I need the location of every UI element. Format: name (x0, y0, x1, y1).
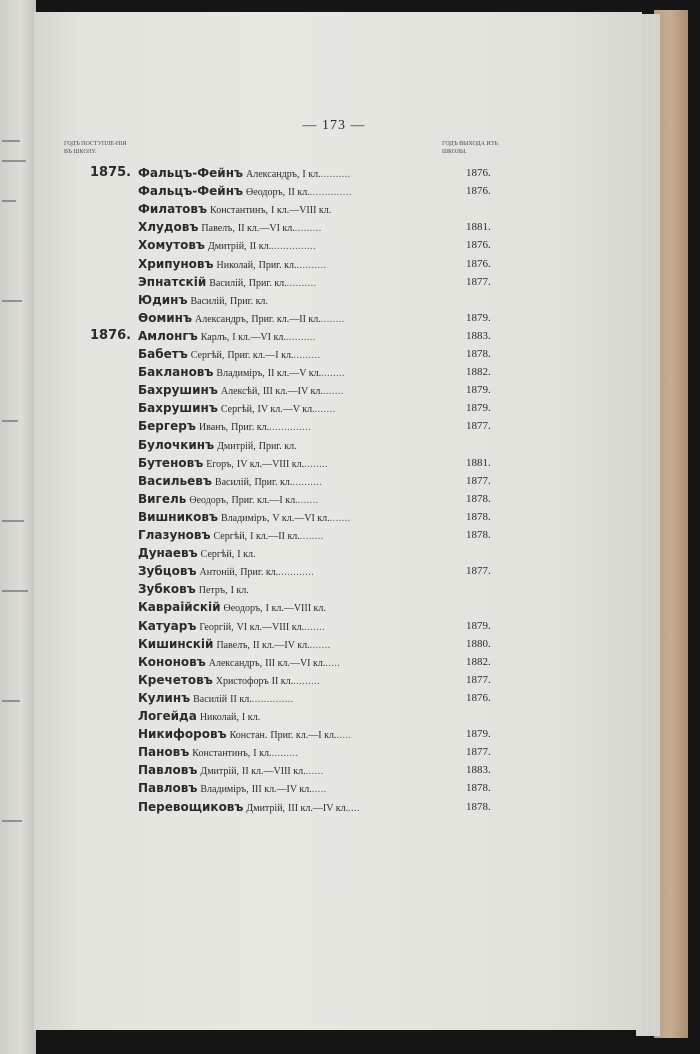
student-given-name: Дмитрій, (217, 440, 256, 452)
list-item (34, 273, 634, 291)
student-given-name: Василій, (209, 277, 246, 289)
student-name-line (138, 598, 326, 618)
exit-year: 1877. (466, 275, 491, 288)
list-item (34, 725, 634, 743)
student-surname: Глазуновъ (138, 528, 211, 542)
student-given-name: Павелъ, (201, 223, 235, 235)
student-given-name: Антоній, (199, 567, 238, 579)
leader-dots: ........ (321, 368, 346, 380)
exit-year: 1879. (466, 619, 491, 632)
student-classes: II кл.—IV кл. (252, 639, 310, 651)
list-item (34, 779, 634, 797)
student-given-name: Павелъ, (216, 639, 250, 651)
student-given-name: Өеодоръ, (189, 494, 229, 506)
student-given-name: Христофоръ (215, 675, 269, 687)
exit-year: 1878. (466, 782, 491, 795)
list-item (34, 761, 634, 779)
list-item (34, 635, 634, 653)
student-given-name: Владиміръ, (221, 512, 270, 524)
ghost-text (2, 160, 26, 162)
exit-year: 1878. (466, 529, 491, 541)
student-given-name: Петръ, (198, 585, 228, 597)
leader-dots: ..... (336, 730, 352, 742)
student-surname: Зубцовъ (138, 564, 197, 579)
list-item (34, 436, 634, 454)
leader-dots: ............ (278, 567, 315, 579)
leader-dots: ....... (322, 386, 344, 398)
student-name-line (138, 526, 324, 546)
student-surname: Кречетовъ (138, 672, 213, 687)
list-item (34, 490, 634, 508)
list-item (34, 454, 634, 472)
student-name-line (138, 490, 319, 510)
student-surname: Бабетъ (138, 347, 188, 361)
list-item (34, 182, 634, 200)
page-number: — 173 — (302, 118, 366, 133)
student-given-name: Сергѣй, (213, 531, 248, 542)
student-classes: II кл.—V кл. (267, 368, 322, 380)
list-item (34, 544, 634, 562)
student-surname: Филатовъ (138, 202, 208, 217)
student-classes: Приг. кл. (258, 259, 297, 271)
student-name-line (138, 363, 345, 383)
student-classes: I кл. (241, 712, 261, 723)
student-surname: Хлудовъ (138, 220, 199, 235)
ghost-text (2, 520, 24, 522)
leader-dots: ...... (305, 766, 324, 778)
list-item (34, 526, 634, 544)
student-classes: Приг. кл. (258, 440, 297, 452)
student-surname: Хрипуновъ (138, 256, 214, 271)
student-classes: II кл. (249, 241, 272, 253)
student-surname: Зубковъ (138, 582, 196, 597)
exit-year: 1878. (466, 492, 491, 505)
student-given-name: Константинъ, (210, 205, 269, 217)
ghost-text (2, 420, 18, 422)
student-given-name: Сергѣй, (200, 549, 235, 561)
exit-year: 1879. (466, 384, 491, 397)
student-name-line (138, 182, 352, 202)
leader-dots: .......... (296, 259, 327, 271)
list-item (34, 200, 634, 218)
student-classes: II кл.—VIII кл. (242, 766, 306, 778)
student-classes: I кл.—VIII кл. (265, 603, 326, 615)
student-classes: II кл. (271, 675, 294, 687)
student-name-line (138, 291, 268, 311)
leader-dots: ....... (304, 621, 326, 633)
student-classes: II кл. (230, 693, 252, 705)
exit-year: 1878. (466, 510, 491, 523)
leader-dots: ..... (311, 784, 327, 796)
student-surname: Бахрушинъ (138, 383, 218, 398)
leader-dots: ............... (271, 241, 317, 253)
student-given-name: Дмитрій, (207, 241, 247, 253)
student-surname: Кавраійскій (138, 600, 221, 615)
column-header-exit-year: ГОДЪ ВЫХОДА ИЗЪ ШКОЛЫ. (442, 141, 498, 155)
list-item (34, 508, 634, 526)
student-name-line (138, 417, 311, 437)
student-name-line (138, 454, 328, 474)
student-classes: I кл.—II кл. (250, 531, 300, 542)
student-classes: Приг. кл.—I кл. (231, 494, 298, 506)
list-item (34, 236, 634, 254)
student-name-line (138, 381, 344, 401)
exit-year: 1876. (466, 167, 491, 179)
student-surname: Бутеновъ (138, 455, 204, 470)
student-classes: V кл.—VI кл. (272, 512, 330, 524)
student-classes: IV кл.—V кл. (257, 404, 315, 416)
leader-dots: ........ (304, 458, 329, 470)
student-name-line (138, 635, 331, 655)
student-surname: Булочкинъ (138, 437, 215, 452)
student-name-line (138, 472, 322, 492)
student-surname: Павловъ (138, 781, 198, 796)
student-classes: I кл. (230, 585, 249, 597)
student-name-line (138, 653, 340, 673)
leader-dots: .............. (251, 693, 294, 705)
student-surname: Фальцъ-Фейнъ (138, 166, 244, 180)
student-given-name: Өеодоръ, (223, 603, 263, 615)
student-name-line (138, 327, 316, 347)
student-name-line (138, 562, 314, 582)
column-header-entry-year: ГОДЪ ПОСТУПЛЕ-НІЯ ВЪ ШКОЛУ. (64, 141, 127, 155)
student-name-line (138, 779, 327, 799)
exit-year: 1877. (466, 565, 491, 578)
leader-dots: ......... (294, 223, 322, 235)
student-name-line (138, 671, 320, 691)
student-classes: III кл.—VI кл. (265, 657, 326, 669)
student-name-line (138, 399, 336, 419)
student-classes: IV кл.—VIII кл. (236, 458, 305, 470)
student-surname: Перевощиковъ (138, 799, 244, 814)
student-given-name: Георгій, (199, 621, 234, 633)
student-name-line (138, 436, 297, 456)
ghost-text (2, 590, 28, 592)
student-surname: Эпнатскій (138, 274, 207, 289)
leader-dots: ....... (309, 639, 331, 651)
list-item (34, 689, 634, 707)
leader-dots: ....... (314, 404, 336, 416)
exit-year: 1876. (466, 691, 491, 704)
student-classes: Приг. кл. (230, 295, 268, 307)
list-item (34, 363, 634, 381)
student-given-name: Василій (193, 693, 228, 705)
ghost-text (2, 820, 22, 822)
student-classes: Приг. кл. (254, 476, 293, 488)
student-given-name: Иванъ, (198, 422, 229, 434)
ghost-text (2, 700, 20, 702)
student-surname: Өоминъ (138, 310, 192, 325)
student-surname: Кононовъ (138, 654, 206, 669)
student-name-line (138, 544, 255, 564)
student-given-name: Василій, (190, 295, 228, 307)
list-item (34, 562, 634, 580)
exit-year: 1876. (466, 185, 491, 198)
exit-year: 1882. (466, 366, 491, 379)
student-classes: I кл.—VI кл. (232, 331, 286, 343)
student-given-name: Константинъ, (192, 748, 251, 760)
exit-year: 1881. (466, 221, 491, 234)
student-classes: I кл.—VIII кл. (271, 205, 332, 217)
student-surname: Бергеръ (138, 419, 196, 434)
student-given-name: Сергѣй, (220, 404, 255, 416)
leader-dots: ......... (293, 675, 321, 687)
student-given-name: Александръ, (194, 313, 249, 325)
exit-year: 1883. (466, 764, 491, 777)
student-classes: III кл.—IV кл. (251, 784, 312, 796)
leader-dots: ......... (293, 350, 321, 361)
exit-year: 1883. (466, 329, 491, 342)
list-item (34, 671, 634, 689)
student-classes: Приг. кл.—II кл. (251, 313, 321, 325)
student-surname: Баклановъ (138, 365, 214, 380)
student-name-line (138, 200, 331, 220)
student-name-line (138, 273, 317, 293)
ghost-text (2, 200, 16, 202)
student-name-line (138, 164, 351, 184)
student-given-name: Дмитрій, (246, 802, 286, 814)
student-surname: Амлонгъ (138, 328, 198, 343)
list-item (34, 327, 634, 345)
student-classes: I кл. (253, 748, 272, 760)
student-name-line (138, 236, 316, 256)
list-item (34, 309, 634, 327)
student-classes: Приг. кл.—I кл. (270, 730, 337, 742)
student-surname: Хомутовъ (138, 238, 205, 253)
left-page-edge (0, 0, 36, 1054)
student-surname: Логейда (138, 709, 197, 723)
list-item (34, 617, 634, 635)
exit-year: 1879. (466, 402, 491, 415)
list-item (34, 164, 634, 182)
leader-dots: .............. (309, 187, 352, 199)
list-item (34, 399, 634, 417)
student-surname: Вигель (138, 491, 187, 506)
entry-year: 1875. (90, 165, 132, 180)
student-given-name: Карлъ, (200, 331, 230, 343)
exit-year: 1880. (466, 637, 491, 650)
student-classes: II кл. (288, 187, 310, 199)
list-item (34, 291, 634, 309)
exit-year: 1877. (466, 474, 491, 487)
book-page (34, 12, 642, 1030)
leader-dots: ......... (271, 748, 299, 760)
exit-year: 1876. (466, 239, 491, 252)
student-given-name: Констан. (229, 730, 268, 742)
student-surname: Юдинъ (138, 292, 188, 307)
student-classes: VI кл.—VIII кл. (236, 621, 305, 633)
student-name-line (138, 761, 324, 781)
student-given-name: Александръ, (246, 169, 300, 180)
leader-dots: ........ (320, 313, 345, 325)
student-name-line (138, 345, 320, 365)
student-name-line (138, 689, 294, 709)
student-name-line (138, 255, 327, 275)
list-item (34, 798, 634, 816)
student-given-name: Алексѣй, (220, 386, 260, 398)
student-classes: I кл. (237, 549, 256, 561)
student-given-name: Өеодоръ, (246, 187, 286, 199)
student-surname: Дунаевъ (138, 546, 198, 561)
student-surname: Павловъ (138, 763, 198, 778)
leader-dots: ....... (297, 494, 319, 506)
leader-dots: .............. (269, 422, 312, 434)
list-item (34, 417, 634, 435)
student-name-line (138, 725, 351, 745)
ghost-text (2, 140, 20, 142)
leader-dots: .......... (286, 277, 317, 289)
student-given-name: Дмитрій, (200, 766, 240, 778)
list-item (34, 707, 634, 725)
student-surname: Бахрушинъ (138, 401, 218, 416)
student-name-line (138, 508, 351, 528)
exit-year: 1881. (466, 456, 491, 469)
exit-year: 1879. (466, 728, 491, 741)
leader-dots: ........ (299, 531, 324, 542)
list-item (34, 653, 634, 671)
exit-year: 1879. (466, 311, 491, 324)
student-name-line (138, 580, 249, 600)
exit-year: 1878. (466, 800, 491, 813)
list-item (34, 345, 634, 363)
student-given-name: Василій, (214, 476, 252, 488)
student-surname: Вишниковъ (138, 509, 218, 524)
leader-dots: ....... (329, 512, 351, 524)
list-item (34, 255, 634, 273)
leader-dots: .... (348, 802, 361, 814)
student-classes: III кл.—IV кл. (288, 802, 349, 814)
student-name-line (138, 218, 322, 238)
student-name-line (138, 309, 345, 329)
student-surname: Пановъ (138, 745, 190, 760)
entry-year: 1876. (90, 327, 132, 343)
list-item (34, 381, 634, 399)
student-classes: III кл.—IV кл. (262, 386, 323, 398)
student-given-name: Егоръ, (206, 458, 234, 470)
ghost-text (2, 300, 22, 302)
student-name-line (138, 617, 325, 637)
exit-year: 1878. (466, 348, 491, 360)
leader-dots: .......... (320, 169, 351, 180)
exit-year: 1877. (466, 673, 491, 686)
student-given-name: Владиміръ, (200, 784, 249, 796)
student-surname: Кишинскій (138, 636, 214, 651)
student-surname: Катуаръ (138, 618, 197, 633)
student-classes: II кл.—VI кл. (237, 223, 295, 235)
exit-year: 1882. (466, 655, 491, 668)
student-surname: Кулинъ (138, 690, 191, 705)
student-classes: Приг. кл. (231, 422, 270, 434)
student-surname: Васильевъ (138, 473, 212, 488)
student-surname: Никифоровъ (138, 727, 227, 742)
student-classes: Приг. кл. (240, 567, 279, 579)
student-given-name: Александръ, (208, 657, 263, 669)
leader-dots: .......... (285, 331, 316, 343)
list-item (34, 580, 634, 598)
list-item (34, 218, 634, 236)
student-given-name: Владиміръ, (216, 368, 265, 380)
student-given-name: Сергѣй, (190, 350, 225, 361)
exit-year: 1876. (466, 257, 491, 270)
student-classes: I кл. (302, 169, 321, 180)
student-given-name: Николай, (199, 712, 239, 723)
leader-dots: .......... (292, 476, 323, 488)
leader-dots: ..... (325, 657, 341, 669)
list-item (34, 743, 634, 761)
student-name-line (138, 707, 260, 727)
list-item (34, 472, 634, 490)
student-classes: Приг. кл. (248, 277, 287, 289)
list-item (34, 598, 634, 616)
student-surname: Фальцъ-Фейнъ (138, 184, 244, 199)
student-classes: Приг. кл.—I кл. (227, 350, 294, 361)
student-given-name: Николай, (216, 259, 256, 271)
exit-year: 1877. (466, 420, 491, 433)
exit-year: 1877. (466, 746, 491, 759)
student-name-line (138, 798, 360, 818)
student-name-line (138, 743, 298, 763)
